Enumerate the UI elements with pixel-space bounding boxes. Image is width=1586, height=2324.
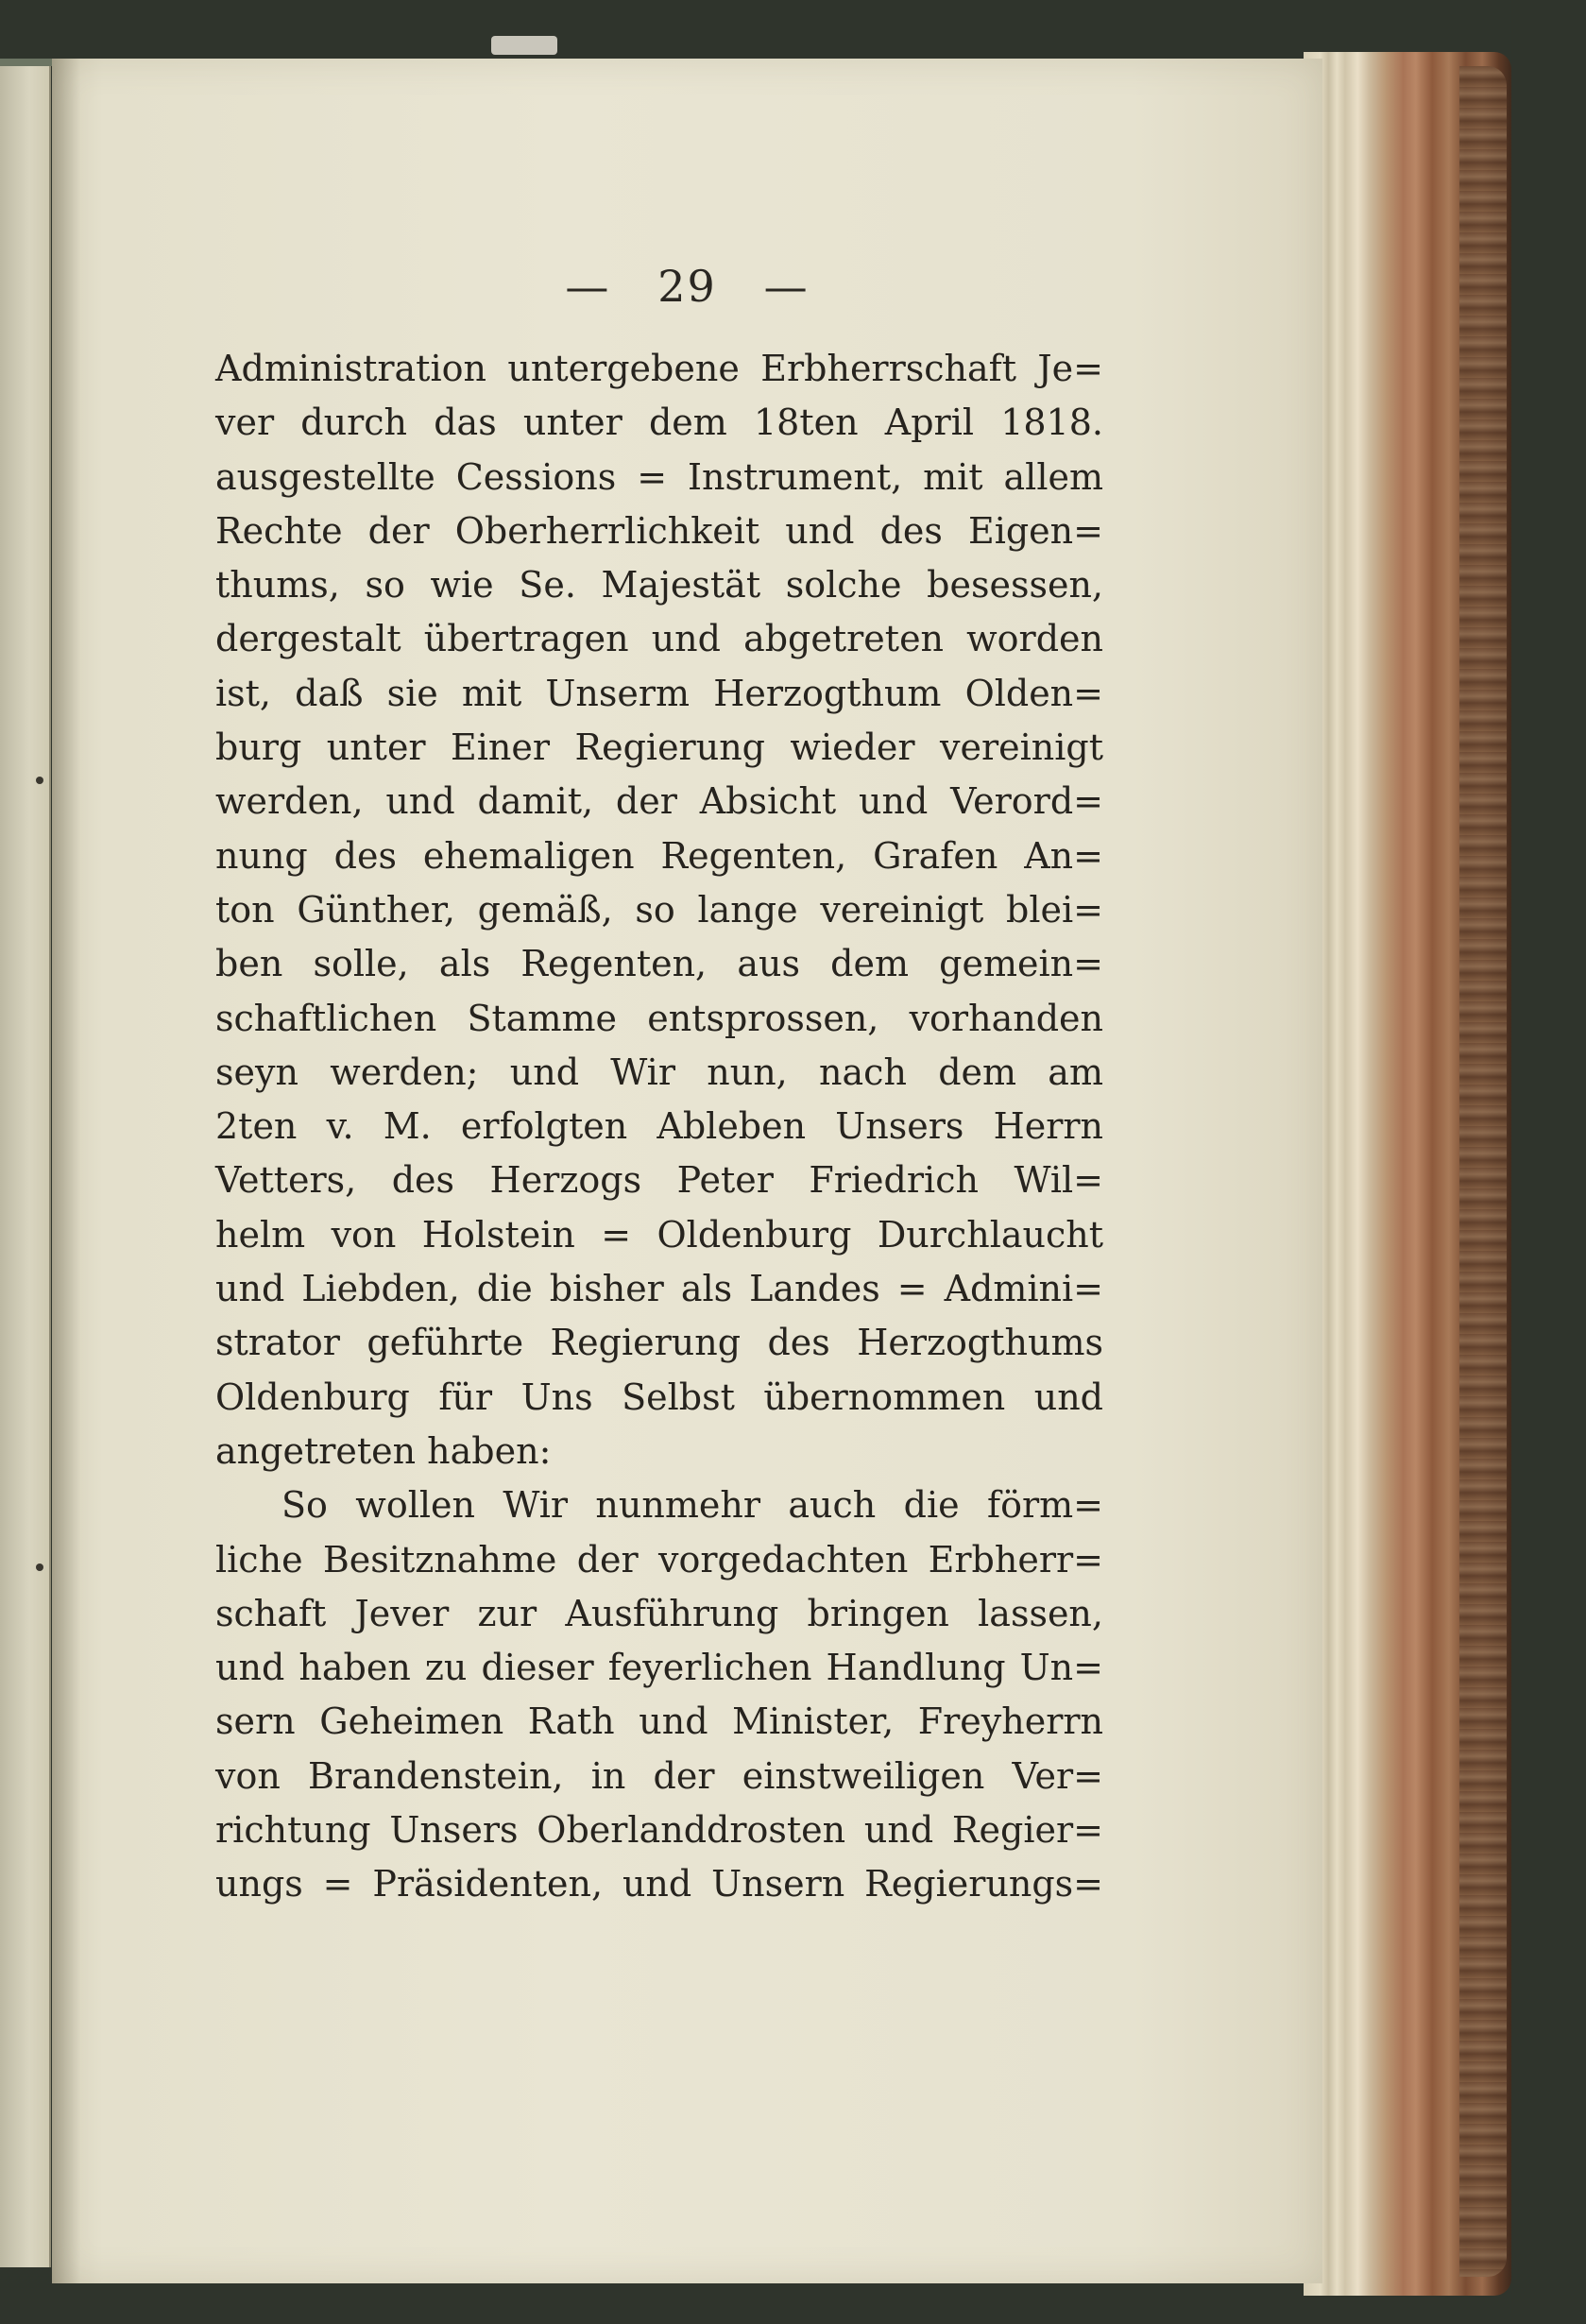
text-line: und Liebden, die bisher als Landes = Admini= — [215, 1268, 1103, 1310]
text-line: So wollen Wir nunmehr auch die förm= — [281, 1484, 1103, 1527]
text-line: Administration untergebene Erbherrschaft Je= — [215, 348, 1103, 389]
text-line: burg unter Einer Regierung wieder vereinigt — [215, 726, 1103, 769]
text-line: nung des ehemaligen Regenten, Grafen An= — [215, 834, 1103, 877]
text-line: ton Günther, gemäß, so lange vereinigt blei= — [215, 888, 1103, 931]
text-line: helm von Holstein = Oldenburg Durchlaucht — [215, 1213, 1103, 1256]
text-line: schaftlichen Stamme entsprossen, vorhanden — [215, 997, 1103, 1039]
book-cover-edge — [1459, 66, 1507, 2277]
text-line: thums, so wie Se. Majestät solche besessen, — [215, 564, 1103, 607]
text-line: seyn werden; und Wir nun, nach dem am — [215, 1051, 1103, 1093]
text-line: sern Geheimen Rath und Minister, Freyherrn — [215, 1700, 1103, 1743]
text-line: ausgestellte Cessions = Instrument, mit allem — [215, 455, 1103, 498]
page-mark — [36, 777, 43, 784]
text-line: Oldenburg für Uns Selbst übernommen und — [215, 1376, 1103, 1418]
binding-strip — [0, 59, 52, 66]
page-mark — [36, 1564, 43, 1571]
text-line: ungs = Präsidenten, und Unsern Regierungs= — [215, 1863, 1103, 1905]
bookmark-tab — [491, 36, 557, 55]
header-dash-right: — — [763, 261, 810, 312]
gutter-shadow — [52, 59, 80, 2283]
text-line: angetreten haben: — [215, 1429, 552, 1472]
text-line: 2ten v. M. erfolgten Ableben Unsers Herrn — [215, 1105, 1103, 1148]
text-line: Rechte der Oberherrlichkeit und des Eigen= — [215, 509, 1103, 552]
book-page — [52, 59, 1322, 2283]
text-line: ver durch das unter dem 18ten April 1818. — [215, 402, 1103, 444]
text-line: von Brandenstein, in der einstweiligen Ver= — [215, 1754, 1103, 1797]
header-dash-left: — — [565, 261, 611, 312]
left-page-edge — [0, 66, 51, 2267]
text-line: liche Besitznahme der vorgedachten Erbherr= — [215, 1538, 1103, 1581]
text-line: werden, und damit, der Absicht und Verord= — [215, 780, 1103, 823]
page-header — [52, 261, 1322, 312]
body-text — [215, 342, 1103, 1912]
page-number: 29 — [657, 261, 717, 312]
text-line: ben solle, als Regenten, aus dem gemein= — [215, 943, 1103, 985]
text-line: schaft Jever zur Ausführung bringen lassen, — [215, 1592, 1103, 1634]
text-line: richtung Unsers Oberlanddrosten und Regier= — [215, 1809, 1103, 1852]
text-line: Vetters, des Herzogs Peter Friedrich Wil= — [215, 1159, 1103, 1202]
text-line: und haben zu dieser feyerlichen Handlung Un= — [215, 1647, 1103, 1689]
text-line: ist, daß sie mit Unserm Herzogthum Olden= — [215, 672, 1103, 714]
text-line: strator geführte Regierung des Herzogthums — [215, 1322, 1103, 1364]
text-line: dergestalt übertragen und abgetreten worden — [215, 618, 1103, 660]
